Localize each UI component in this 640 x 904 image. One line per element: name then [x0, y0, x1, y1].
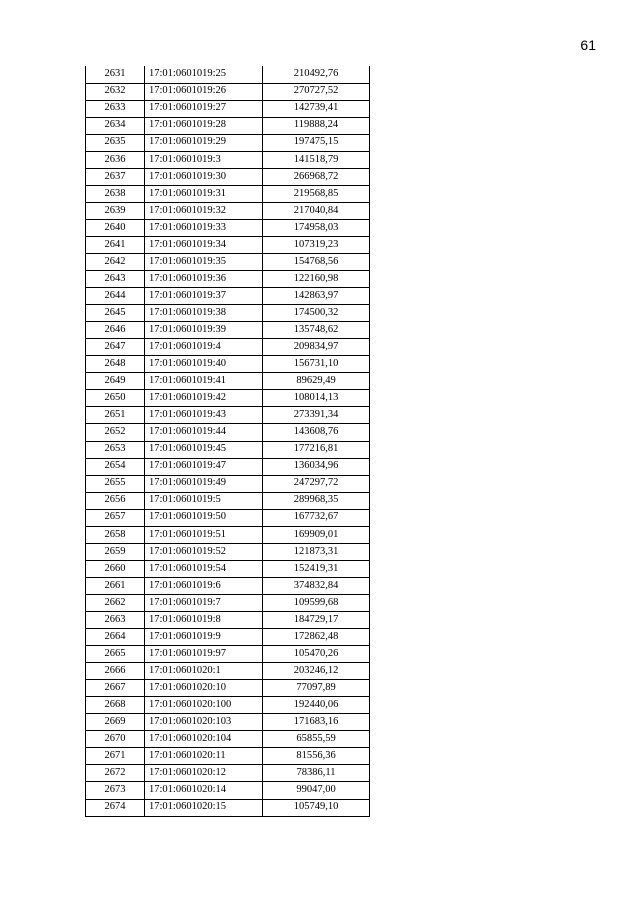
value-cell: 135748,62: [263, 322, 370, 339]
row-number-cell: 2661: [86, 577, 145, 594]
row-number-cell: 2639: [86, 202, 145, 219]
cadastral-number-cell: 17:01:0601020:12: [145, 765, 263, 782]
row-number-cell: 2667: [86, 680, 145, 697]
table-row: [86, 373, 370, 390]
cadastral-number-cell: 17:01:0601019:26: [145, 83, 263, 100]
table-row: [86, 509, 370, 526]
table-row: [86, 799, 370, 816]
row-number-cell: 2660: [86, 560, 145, 577]
value-cell: 172862,48: [263, 629, 370, 646]
table-row: [86, 458, 370, 475]
cadastral-number-cell: 17:01:0601020:11: [145, 748, 263, 765]
cadastral-number-cell: 17:01:0601020:14: [145, 782, 263, 799]
row-number-cell: 2637: [86, 168, 145, 185]
cadastral-number-cell: 17:01:0601019:30: [145, 168, 263, 185]
value-cell: 171683,16: [263, 714, 370, 731]
table-row: [86, 390, 370, 407]
table-row: [86, 288, 370, 305]
row-number-cell: 2669: [86, 714, 145, 731]
table-row: [86, 731, 370, 748]
row-number-cell: 2651: [86, 407, 145, 424]
table-row: [86, 646, 370, 663]
value-cell: 108014,13: [263, 390, 370, 407]
row-number-cell: 2654: [86, 458, 145, 475]
table-row: [86, 424, 370, 441]
value-cell: 209834,97: [263, 339, 370, 356]
row-number-cell: 2671: [86, 748, 145, 765]
table-row: [86, 543, 370, 560]
row-number-cell: 2658: [86, 526, 145, 543]
table-row: [86, 254, 370, 271]
value-cell: 81556,36: [263, 748, 370, 765]
table-row: [86, 560, 370, 577]
cadastral-value-table: [85, 66, 370, 817]
cadastral-number-cell: 17:01:0601019:33: [145, 219, 263, 236]
value-cell: 177216,81: [263, 441, 370, 458]
cadastral-number-cell: 17:01:0601020:10: [145, 680, 263, 697]
value-cell: 219568,85: [263, 185, 370, 202]
cadastral-number-cell: 17:01:0601019:51: [145, 526, 263, 543]
cadastral-number-cell: 17:01:0601019:39: [145, 322, 263, 339]
table-row: [86, 185, 370, 202]
value-cell: 174500,32: [263, 305, 370, 322]
row-number-cell: 2649: [86, 373, 145, 390]
cadastral-number-cell: 17:01:0601019:52: [145, 543, 263, 560]
table-body: [86, 66, 370, 816]
table-row: [86, 407, 370, 424]
table-row: [86, 441, 370, 458]
value-cell: 89629,49: [263, 373, 370, 390]
cadastral-number-cell: 17:01:0601019:41: [145, 373, 263, 390]
table-row: [86, 356, 370, 373]
table-row: [86, 219, 370, 236]
row-number-cell: 2645: [86, 305, 145, 322]
table-row: [86, 100, 370, 117]
value-cell: 184729,17: [263, 612, 370, 629]
cadastral-number-cell: 17:01:0601019:50: [145, 509, 263, 526]
table-row: [86, 168, 370, 185]
cadastral-number-cell: 17:01:0601019:49: [145, 475, 263, 492]
row-number-cell: 2634: [86, 117, 145, 134]
value-cell: 105470,26: [263, 646, 370, 663]
value-cell: 109599,68: [263, 594, 370, 611]
row-number-cell: 2633: [86, 100, 145, 117]
value-cell: 156731,10: [263, 356, 370, 373]
row-number-cell: 2641: [86, 236, 145, 253]
table-row: [86, 765, 370, 782]
cadastral-number-cell: 17:01:0601019:6: [145, 577, 263, 594]
table-row: [86, 83, 370, 100]
row-number-cell: 2643: [86, 271, 145, 288]
table-row: [86, 594, 370, 611]
cadastral-number-cell: 17:01:0601020:100: [145, 697, 263, 714]
value-cell: 122160,98: [263, 271, 370, 288]
value-cell: 203246,12: [263, 663, 370, 680]
value-cell: 273391,34: [263, 407, 370, 424]
value-cell: 77097,89: [263, 680, 370, 697]
cadastral-number-cell: 17:01:0601019:34: [145, 236, 263, 253]
table-row: [86, 680, 370, 697]
value-cell: 167732,67: [263, 509, 370, 526]
cadastral-number-cell: 17:01:0601019:40: [145, 356, 263, 373]
value-cell: 247297,72: [263, 475, 370, 492]
table-row: [86, 697, 370, 714]
row-number-cell: 2638: [86, 185, 145, 202]
table-row: [86, 202, 370, 219]
value-cell: 197475,15: [263, 134, 370, 151]
cadastral-number-cell: 17:01:0601019:43: [145, 407, 263, 424]
row-number-cell: 2642: [86, 254, 145, 271]
cadastral-number-cell: 17:01:0601019:9: [145, 629, 263, 646]
cadastral-number-cell: 17:01:0601019:38: [145, 305, 263, 322]
row-number-cell: 2666: [86, 663, 145, 680]
cadastral-number-cell: 17:01:0601020:103: [145, 714, 263, 731]
value-cell: 374832,84: [263, 577, 370, 594]
cadastral-number-cell: 17:01:0601019:29: [145, 134, 263, 151]
value-cell: 174958,03: [263, 219, 370, 236]
value-cell: 141518,79: [263, 151, 370, 168]
row-number-cell: 2670: [86, 731, 145, 748]
cadastral-number-cell: 17:01:0601019:3: [145, 151, 263, 168]
table-row: [86, 66, 370, 83]
value-cell: 105749,10: [263, 799, 370, 816]
row-number-cell: 2664: [86, 629, 145, 646]
cadastral-number-cell: 17:01:0601019:47: [145, 458, 263, 475]
value-cell: 152419,31: [263, 560, 370, 577]
value-cell: 142739,41: [263, 100, 370, 117]
table-row: [86, 714, 370, 731]
table-row: [86, 629, 370, 646]
row-number-cell: 2657: [86, 509, 145, 526]
cadastral-number-cell: 17:01:0601019:54: [145, 560, 263, 577]
table-row: [86, 305, 370, 322]
value-cell: 99047,00: [263, 782, 370, 799]
table-row: [86, 339, 370, 356]
cadastral-number-cell: 17:01:0601019:25: [145, 66, 263, 83]
cadastral-number-cell: 17:01:0601020:15: [145, 799, 263, 816]
row-number-cell: 2640: [86, 219, 145, 236]
cadastral-number-cell: 17:01:0601019:37: [145, 288, 263, 305]
row-number-cell: 2635: [86, 134, 145, 151]
value-cell: 217040,84: [263, 202, 370, 219]
table-row: [86, 577, 370, 594]
row-number-cell: 2652: [86, 424, 145, 441]
cadastral-number-cell: 17:01:0601019:5: [145, 492, 263, 509]
value-cell: 210492,76: [263, 66, 370, 83]
row-number-cell: 2659: [86, 543, 145, 560]
value-cell: 136034,96: [263, 458, 370, 475]
row-number-cell: 2631: [86, 66, 145, 83]
value-cell: 289968,35: [263, 492, 370, 509]
table-row: [86, 612, 370, 629]
page-number: 61: [580, 37, 596, 53]
cadastral-number-cell: 17:01:0601019:97: [145, 646, 263, 663]
value-cell: 192440,06: [263, 697, 370, 714]
table-row: [86, 322, 370, 339]
table-row: [86, 271, 370, 288]
row-number-cell: 2644: [86, 288, 145, 305]
row-number-cell: 2665: [86, 646, 145, 663]
cadastral-number-cell: 17:01:0601019:44: [145, 424, 263, 441]
value-cell: 119888,24: [263, 117, 370, 134]
row-number-cell: 2674: [86, 799, 145, 816]
table-row: [86, 134, 370, 151]
row-number-cell: 2653: [86, 441, 145, 458]
table-row: [86, 492, 370, 509]
cadastral-number-cell: 17:01:0601019:32: [145, 202, 263, 219]
row-number-cell: 2663: [86, 612, 145, 629]
value-cell: 142863,97: [263, 288, 370, 305]
row-number-cell: 2636: [86, 151, 145, 168]
table-row: [86, 151, 370, 168]
table-row: [86, 117, 370, 134]
row-number-cell: 2646: [86, 322, 145, 339]
cadastral-number-cell: 17:01:0601020:104: [145, 731, 263, 748]
cadastral-number-cell: 17:01:0601019:28: [145, 117, 263, 134]
value-cell: 121873,31: [263, 543, 370, 560]
cadastral-number-cell: 17:01:0601019:7: [145, 594, 263, 611]
value-cell: 270727,52: [263, 83, 370, 100]
row-number-cell: 2647: [86, 339, 145, 356]
value-cell: 266968,72: [263, 168, 370, 185]
row-number-cell: 2632: [86, 83, 145, 100]
value-cell: 65855,59: [263, 731, 370, 748]
table-row: [86, 526, 370, 543]
cadastral-number-cell: 17:01:0601019:42: [145, 390, 263, 407]
row-number-cell: 2655: [86, 475, 145, 492]
row-number-cell: 2648: [86, 356, 145, 373]
row-number-cell: 2672: [86, 765, 145, 782]
value-cell: 78386,11: [263, 765, 370, 782]
cadastral-number-cell: 17:01:0601019:35: [145, 254, 263, 271]
cadastral-number-cell: 17:01:0601019:27: [145, 100, 263, 117]
table-row: [86, 782, 370, 799]
cadastral-number-cell: 17:01:0601019:8: [145, 612, 263, 629]
cadastral-number-cell: 17:01:0601020:1: [145, 663, 263, 680]
table-row: [86, 475, 370, 492]
row-number-cell: 2673: [86, 782, 145, 799]
value-cell: 107319,23: [263, 236, 370, 253]
cadastral-number-cell: 17:01:0601019:31: [145, 185, 263, 202]
table-row: [86, 748, 370, 765]
value-cell: 169909,01: [263, 526, 370, 543]
row-number-cell: 2656: [86, 492, 145, 509]
table-row: [86, 663, 370, 680]
cadastral-number-cell: 17:01:0601019:45: [145, 441, 263, 458]
row-number-cell: 2662: [86, 594, 145, 611]
row-number-cell: 2650: [86, 390, 145, 407]
cadastral-number-cell: 17:01:0601019:36: [145, 271, 263, 288]
row-number-cell: 2668: [86, 697, 145, 714]
table-row: [86, 236, 370, 253]
cadastral-number-cell: 17:01:0601019:4: [145, 339, 263, 356]
value-cell: 143608,76: [263, 424, 370, 441]
value-cell: 154768,56: [263, 254, 370, 271]
